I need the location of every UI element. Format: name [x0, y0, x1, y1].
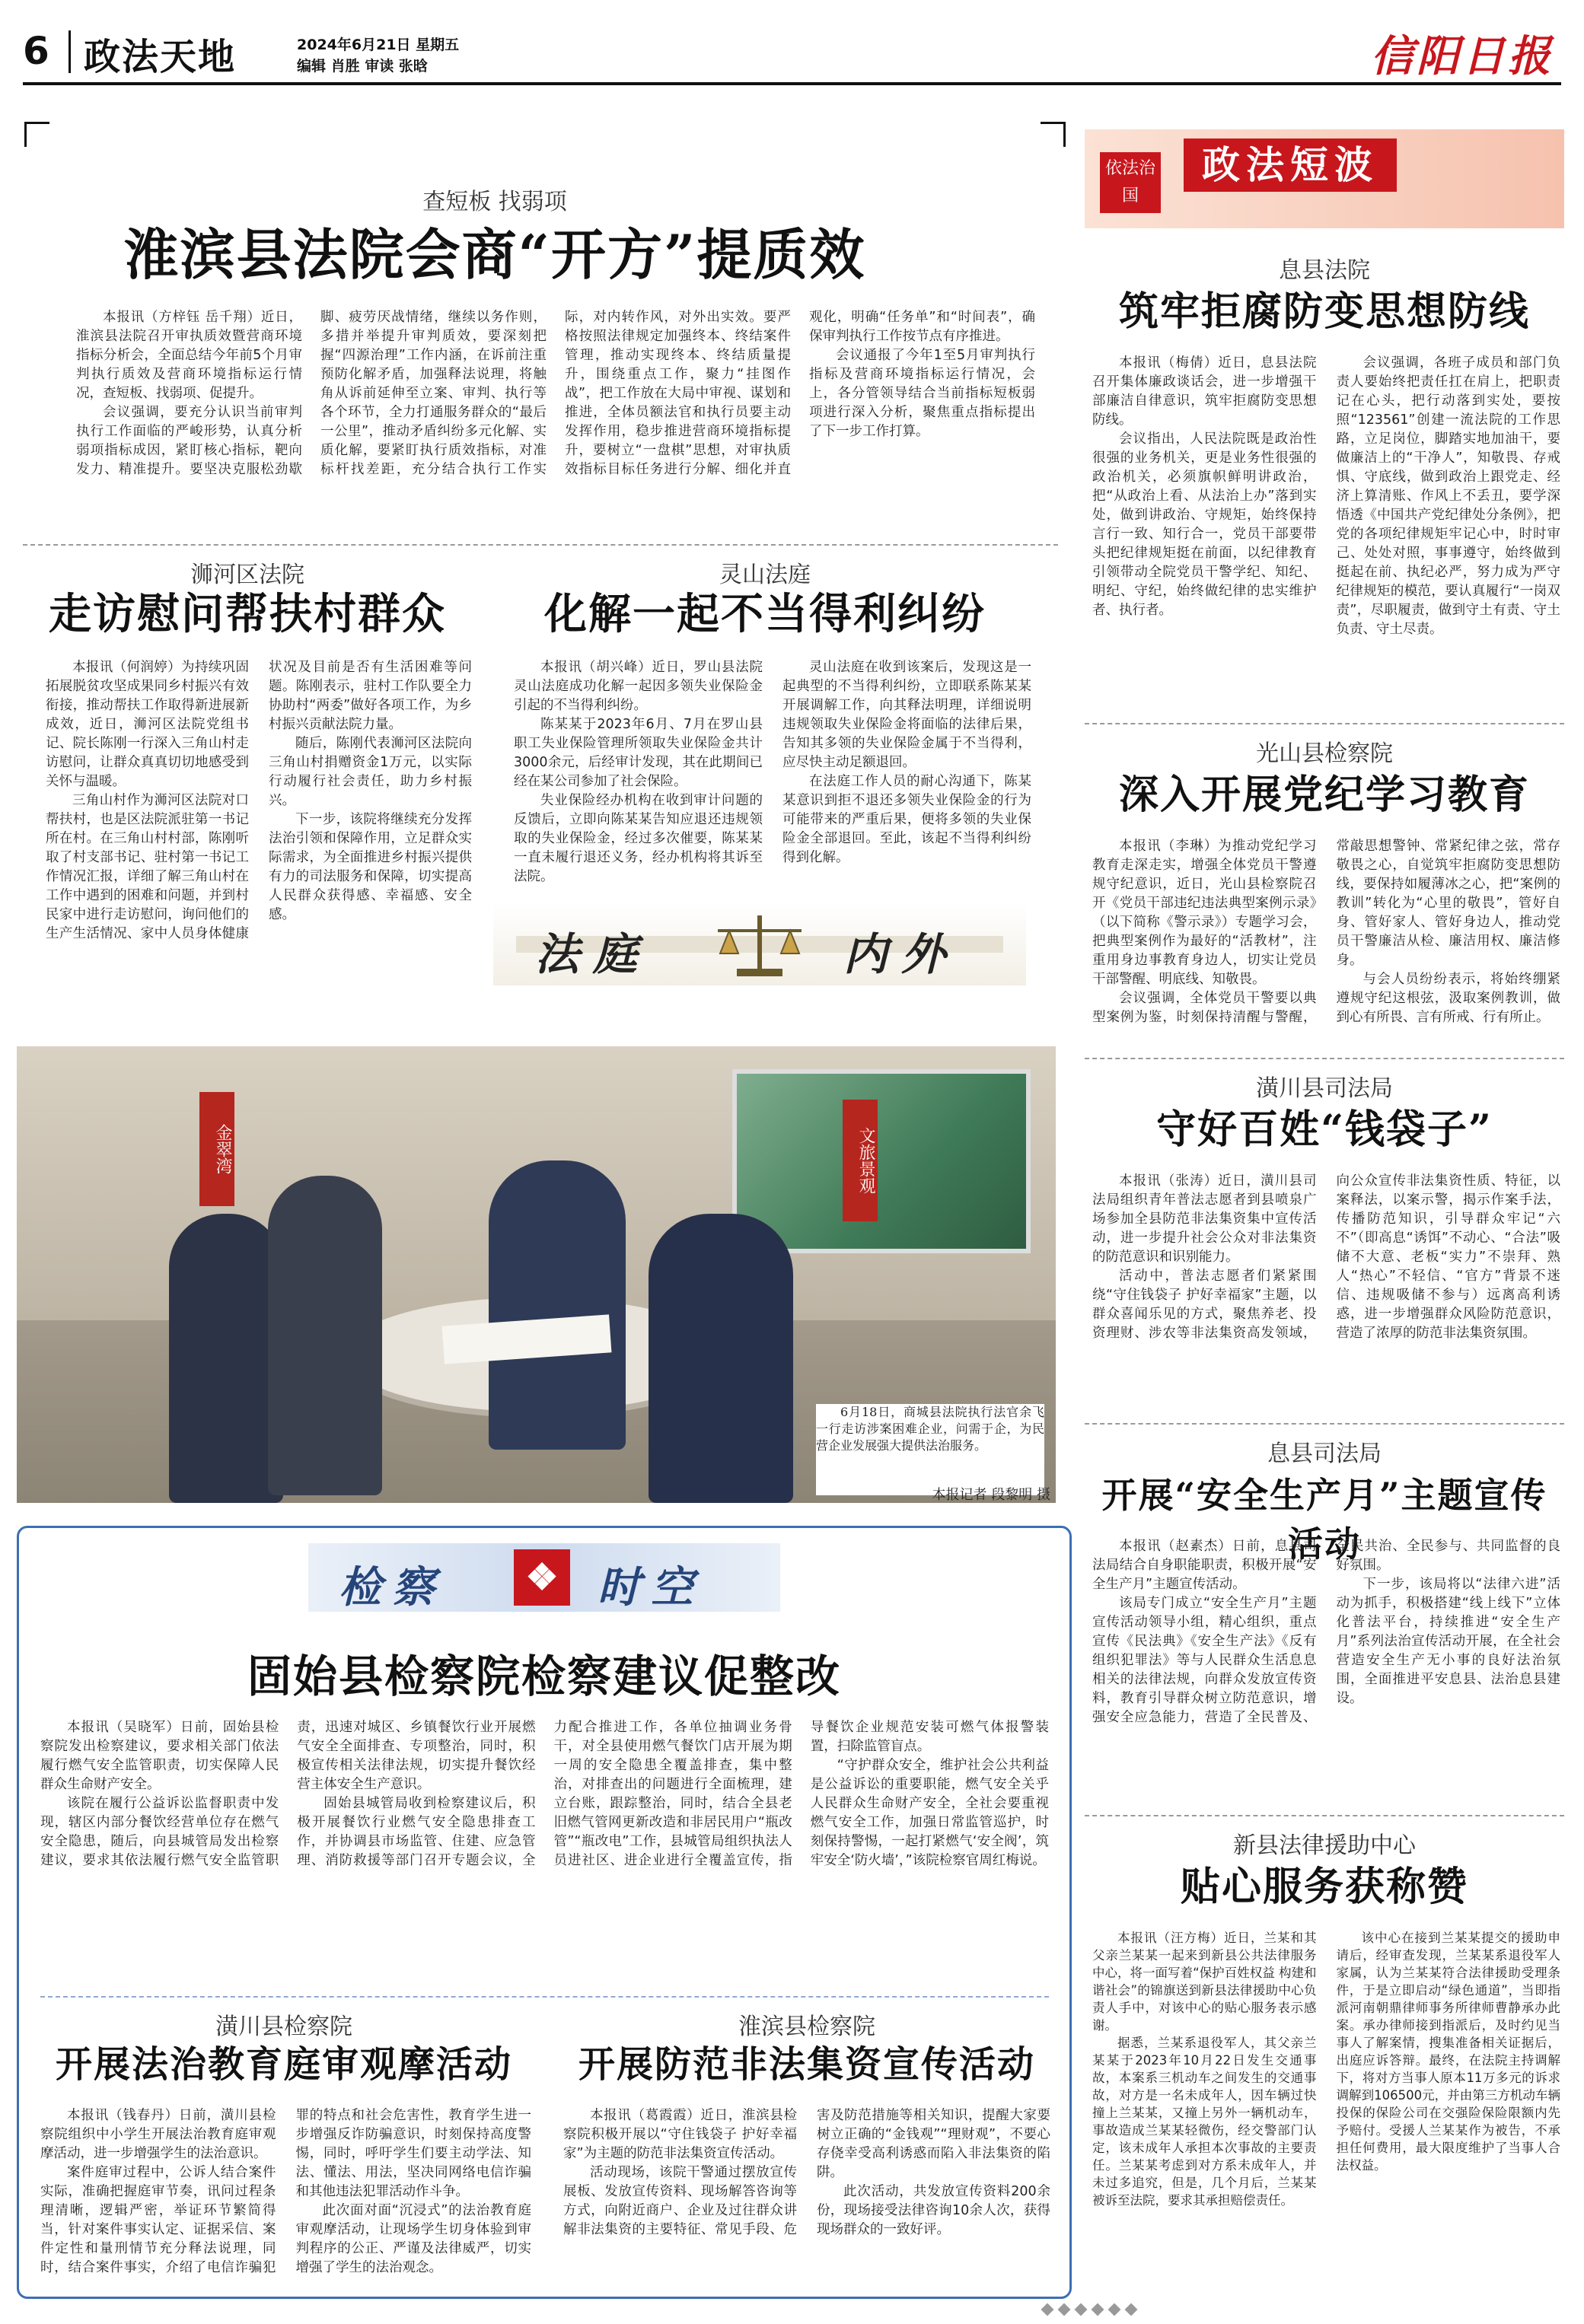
photo-person-2	[268, 1176, 382, 1495]
right-article-paragraph: 与会人员纷纷表示，将始终绷紧遵规守纪这根弦，汲取案例教训，做到心有所畏、言有所戒、行有所止。	[1336, 972, 1560, 1025]
banner-title-box	[1184, 138, 1397, 192]
right-article-kicker: 光山县检察院	[1256, 740, 1393, 767]
right-article-paragraph: 本报讯（赵素杰）日前，息县司法局结合自身职能职责，积极开展“安全生产月”主题宣传活动。	[1092, 1539, 1317, 1592]
huangchuan-kicker: 潢川县检察院	[215, 2014, 352, 2040]
procuratorate-emblem-icon: ❖	[514, 1549, 570, 1606]
diamond-icon	[1075, 2303, 1088, 2316]
lead-paragraph: 本报讯（方梓钰 岳千翔）近日，淮滨县法院召开审执质效暨营商环境指标分析会，全面总结今年前5个月审判执行质效及营商环境指标运行情况，查短板、找弱项、促提升。	[76, 310, 302, 401]
right-article-paragraph: 下一步，该局将以“法律六进”活动为抓手，积极搭建“线上线下”立体化普法平台，持续推进“安全生产月”系列法治宣传活动开展，在全社会营造安全生产无小事的良好法治氛围，全面推进平安息县、法治息县建设。	[1336, 1577, 1560, 1706]
shihe-paragraph: 随后，陈刚代表浉河区法院向三角山村捐赠资金1万元，以实际行动履行社会责任，助力乡村振兴。	[269, 736, 472, 808]
section-title: 政法天地	[84, 36, 237, 78]
right-article-paragraph: 该局专门成立“安全生产月”主题宣传活动领导小组，精心组织，重点宣传《民法典》《安全生产法》《反有组织犯罪法》等与人民群众生活息息相关的法律法规，向群众发放宣传资料，教育引导群众树立防范意识，增强安全应急能力，营造了全民普及、全民共治、全民参与、共同监督的良好氛围。	[1092, 1539, 1560, 1725]
huaibin-article	[556, 2007, 1058, 2289]
right-article-kicker: 息县司法局	[1267, 1441, 1382, 1467]
lingshan-paragraph: 失业保险经办机构在收到审计问题的反馈后，立即向陈某某告知应退还违规领取的失业保险金，经过多次催要，陈某某一直未履行退还义务，经办机构将其诉至法院。	[514, 793, 763, 884]
huaibin-title: 开展防范非法集资宣传活动	[578, 2043, 1035, 2086]
right-article-kicker: 息县法院	[1279, 257, 1370, 284]
photo-caption: 6月18日，商城县法院执行法官余飞一行走访涉案困难企业，问需于企，为民营企业发展强大提供法治服务。	[816, 1405, 1044, 1453]
right-article-body	[1092, 1929, 1560, 2298]
right-article-xixian-justice	[1085, 1434, 1564, 1807]
header-divider	[69, 30, 71, 73]
gushi-paragraph: 该院在履行公益诉讼监督职责中发现，辖区内部分餐饮经营单位存在燃气安全隐患，随后，向县城管局发出检察建议，要求其依法履行燃气安全监管职责，迅速对城区、乡镇餐饮行业开展燃气安全全面排查、专项整治，同时，积极宣传相关法律法规，切实提升餐饮经营主体安全生产意识。	[40, 1720, 536, 1868]
divider-dashed	[1085, 723, 1564, 724]
gushi-paragraph: 本报讯（吴晓军）日前，固始县检察院发出检察建议，要求相关部门依法履行燃气安全监管职责，切实保障人民群众生命财产安全。	[40, 1720, 279, 1792]
right-article-title: 深入开展党纪学习教育	[1118, 772, 1530, 818]
right-article-paragraph: 本报讯（汪方梅）近日，兰某和其父亲兰某某一起来到新县公共法律服务中心，将一面写着“保护百姓权益 构建和谐社会”的锦旗送到新县法律援助中心负责人手中，对该中心的贴心服务表示感谢。	[1092, 1931, 1317, 2033]
right-article-paragraph: 活动中，普法志愿者们紧紧围绕“守住钱袋子 护好幸福家”主题，以群众喜闻乐见的方式，聚焦养老、投资理财、涉农等非法集资高发领域，向公众宣传非法集资性质、特征，以案释法，以案示警，揭示作案手法，传播防范知识，引导群众牢记“六不”（即高息“诱饵”不动心、“合法”吸储不大意、老板“实力”不崇拜、熟人“热心”不轻信、“官方”背景不迷信、违规吸储不参与）远离高利诱惑，进一步增强群众风险防范意识，营造了浓厚的防范非法集资氛围。	[1092, 1173, 1560, 1341]
huangchuan-paragraph: 案件庭审过程中，公诉人结合案件实际，准确把握庭审节奏，讯问过程条理清晰，逻辑严密，举证环节繁简得当，针对案件事实认定、证据采信、案件定性和量刑情节充分释法说理，同时，结合案件事实，介绍了电信诈骗犯罪的特点和社会危害性，教育学生进一步增强反诈防骗意识，时刻保持高度警惕，同时，呼吁学生们要主动学法、知法、懂法、用法，坚决同网络电信诈骗和其他违法犯罪活动作斗争。	[40, 2108, 531, 2275]
shihe-body	[46, 658, 472, 1039]
gushi-title: 固始县检察院检察建议促整改	[247, 1651, 841, 1702]
lingshan-article	[491, 556, 1039, 883]
right-article-paragraph: 本报讯（张涛）近日，潢川县司法局组织青年普法志愿者到县喷泉广场参加全县防范非法集资集中宣传活动，进一步提升社会公众对非法集资的防范意识和识别能力。	[1092, 1173, 1317, 1265]
diamond-icon	[1058, 2303, 1071, 2316]
lead-article	[53, 122, 1043, 548]
scale-of-justice-icon	[714, 908, 805, 980]
lead-title: 淮滨县法院会商“开方”提质效	[123, 222, 866, 287]
photo-display-board	[732, 1069, 1031, 1253]
right-article-kicker: 新县法律援助中心	[1233, 1832, 1416, 1859]
lead-kicker: 查短板 找弱项	[422, 189, 567, 215]
photo-credit: 本报记者 段黎明 摄	[932, 1487, 1050, 1503]
right-article-huangchuan-justice	[1085, 1069, 1564, 1427]
right-article-title: 筑牢拒腐防变思想防线	[1118, 288, 1530, 335]
photo-person-4	[649, 1214, 793, 1503]
shihe-article	[23, 556, 472, 1043]
gushi-paragraph: 固始县城管局收到检察建议后，积极开展餐饮行业燃气安全隐患排查工作，并协调县市场监管、住建、应急管理、消防救援等部门召开专题会议，全力配合推进工作，各单位抽调业务骨干，对全县使用燃气餐饮门店开展为期一周的安全隐患全覆盖排查，集中整治，对排查出的问题进行全面梳理，建立台账，跟踪整治，同时，结合全县老旧燃气管网更新改造和非居民用户“瓶改管”“瓶改电”工作，县城管局组织执法人员进社区、进企业进行全覆盖宣传，指导餐饮企业规范安装可燃气体报警装置，扫除监管盲点。	[297, 1720, 1049, 1868]
right-article-title: 守好百姓“钱袋子”	[1156, 1106, 1493, 1153]
right-article-paragraph: 会议指出，人民法院既是政治性很强的业务机关，更是业务性很强的政治机关，必须旗帜鲜明讲政治，把“从政治上看、从法治上办”落到实处，做到讲政治、守规矩，始终保持言行一致、知行合一，党员干部要带头把纪律规矩挺在前面，以纪律教育引领带动全院党员干警学纪、知纪、明纪、守纪，始终做纪律的忠实维护者、执行者。	[1092, 431, 1317, 618]
right-article-body	[1092, 1537, 1560, 1803]
diamond-icon	[1092, 2303, 1104, 2316]
photo-person-1	[169, 1214, 283, 1503]
huaibin-paragraph: 此次活动，共发放宣传资料200余份，现场接受法律咨询10余人次，获得现场群众的一致好评。	[817, 2184, 1050, 2237]
lead-corner-top-right	[1041, 122, 1066, 147]
lingshan-body	[514, 658, 1031, 890]
huaibin-paragraph: 活动现场，该院干警通过摆放宣传展板、发放宣传资料、现场解答咨询等方式，向附近商户、企业及过往群众讲解非法集资的主要特征、常见手段、危害及防范措施等相关知识，提醒大家要树立正确的“金钱观”“理财观”，不要心存侥幸受高利诱惑而陷入非法集资的陷阱。	[563, 2108, 1050, 2237]
banner-badge: 依法治国	[1100, 152, 1161, 213]
right-article-paragraph: 据悉，兰某系退役军人，其父亲兰某某于2023年10月22日发生交通事故，本案系三机动车之间发生的交通事故，对方是一名未成年人，因车辆过快撞上兰某某，又撞上另外一辆机动车，事故造成兰某某轻微伤，经交警部门认定，该未成年人承担本次事故的主要责任。兰某某考虑到对方系未成年人，并未过多追究，但是，几个月后，兰某某被诉至法院，要求其承担赔偿责任。	[1092, 2036, 1317, 2208]
page-header	[23, 23, 1561, 84]
zhengfa-banner	[1085, 129, 1564, 228]
lead-corner-top-left	[24, 122, 49, 147]
diamond-icon	[1108, 2303, 1121, 2316]
right-article-guangshan	[1085, 734, 1564, 1069]
diamond-icon	[1041, 2303, 1054, 2316]
jiancha-banner	[308, 1543, 780, 1612]
right-article-body	[1092, 1172, 1560, 1423]
page-number: 6	[23, 29, 49, 73]
jiancha-banner-left: 检察	[339, 1562, 445, 1612]
lingshan-kicker: 灵山法庭	[719, 562, 811, 588]
lead-paragraph: 会议强调，要充分认识当前审判执行工作面临的严峻形势，认真分析弱项指标成因，紧盯核心指标，靶向发力、精准提升。要坚决克服松劲歇脚、疲劳厌战情绪，继续以务作则，多措并举提升审判质效，要深刻把握“四源治理”工作内涵，在诉前注重预防化解矛盾，加强释法说理，将触角从诉前延伸至立案、审判、执行等各个环节，全力打通服务群众的“最后一公里”，推动矛盾纠纷多元化解、实质化解，要紧盯执行质效指标，对准标杆找差距，充分结合执行工作实际，对内转作风，对外出实效。要严格按照法律规定加强终本、终结案件管理，推动实现终本、终结质量提升，围绕重点工作，聚力“挂图作战”，把工作放在大局中审视、谋划和推进，全体员额法官和执行员要主动发挥作用，稳步推进营商环境指标提升，要树立“一盘棋”思想，对审执质效指标目标任务进行分解、细化并直观化，明确“任务单”和“时间表”，确保审判执行工作按节点有序推进。	[76, 310, 1035, 477]
divider-dashed	[23, 544, 1058, 546]
banner-right-text: 内外	[843, 928, 960, 980]
header-rule	[23, 82, 1561, 85]
gushi-paragraph: “守护群众安全，维护社会公共利益是公益诉讼的重要职能，燃气安全关乎人民群众生命财产安全，全社会要重视燃气安全工作，加强日常监管巡护，时刻保持警惕，一起打紧燃气‘安全阀’，筑牢安全‘防火墙’，”该院检察官周红梅说。	[810, 1758, 1049, 1868]
lingshan-paragraph: 在法庭工作人员的耐心沟通下，陈某某意识到拒不退还多领失业保险金的行为可能带来的严重后果，便将多领的失业保险金全部退回。至此，该起不当得利纠纷得到化解。	[782, 774, 1031, 865]
masthead-logo: 信阳日报	[1371, 31, 1554, 81]
lead-body	[76, 308, 1035, 544]
divider-dashed	[1085, 1058, 1564, 1059]
divider-dashed	[40, 1996, 1049, 1998]
right-article-title: 开展“安全生产月”主题宣传活动	[1101, 1475, 1547, 1565]
shihe-title: 走访慰问帮扶村群众	[49, 589, 446, 639]
lingshan-paragraph: 灵山法庭在收到该案后，发现这是一起典型的不当得利纠纷，立即联系陈某某开展调解工作，向其释法明理，详细说明违规领取失业保险金将面临的法律后果，告知其多领的失业保险金属于不当得利，应尽快主动足额退回。	[782, 660, 1031, 770]
date-line: 2024年6月21日 星期五	[297, 37, 460, 53]
right-article-body	[1092, 354, 1560, 689]
right-article-paragraph: 该中心在接到兰某某提交的援助申请后，经审查发现，兰某某系退役军人家属，认为兰某某符合法律援助受理条件，于是立即启动“绿色通道”，当即指派河南朝鼎律师事务所律师曹静承办此案。承办律师接到指派后，及时约见当事人了解案情，搜集准备相关证据后，出庭应诉答辩。最终，在法院主持调解下，将对方当事人原本11万多元的诉求调解到106500元，并由第三方机动车辆投保的保险公司在交强险保险限额内先予赔付。受援人兰某某作为被告，不承担任何费用，最大限度维护了当事人合法权益。	[1336, 1931, 1560, 2173]
photo-red-sign-left: 金翠湾	[199, 1092, 234, 1206]
huangchuan-article	[33, 2007, 535, 2289]
photo-caption-box	[816, 1404, 1044, 1495]
huangchuan-paragraph: 此次面对面“沉浸式”的法治教育庭审观摩活动，让现场学生切身体验到审判程序的公正、严谨及法律威严，切实增强了学生的法治观念。	[295, 2203, 531, 2275]
right-article-xixian-court	[1085, 251, 1564, 692]
photo-red-sign-right: 文旅景观	[843, 1100, 878, 1221]
editor-line: 编辑 肖胜 审读 张晗	[297, 58, 428, 75]
huaibin-paragraph: 本报讯（葛霞霞）近日，淮滨县检察院积极开展以“守住钱袋子 护好幸福家”为主题的防范非法集资宣传活动。	[563, 2108, 797, 2161]
footer-ornament	[1043, 2302, 1560, 2317]
divider-dashed	[1085, 1423, 1564, 1425]
shihe-kicker: 浉河区法院	[190, 562, 304, 588]
right-article-body	[1092, 837, 1560, 1065]
right-article-xinxian-legal-aid	[1085, 1826, 1564, 2306]
huangchuan-paragraph: 本报讯（钱春丹）日前，潢川县检察院组织中小学生开展法治教育庭审观摩活动，进一步增强学生的法治意识。	[40, 2108, 276, 2161]
shihe-paragraph: 三角山村作为浉河区法院对口帮扶村，也是区法院派驻第一书记所在村。在三角山村村部，陈刚听取了村支部书记、驻村第一书记工作情况汇报，详细了解三角山村在工作中遇到的困难和问题，并到村民家中进行走访慰问，询问他们的生产生活情况、家中人员身体健康状况及目前是否有生活困难等问题。陈刚表示，驻村工作队要全力协助村“两委”做好各项工作，为乡村振兴贡献法院力量。	[46, 660, 472, 941]
huaibin-body	[563, 2106, 1050, 2285]
right-article-paragraph: 本报讯（李琳）为推动党纪学习教育走深走实，增强全体党员干警遵规守纪意识，近日，光山县检察院召开《党员干部违纪违法典型案例示录》（以下简称《警示录》）专题学习会，把典型案例作为最好的“活教材”，注重用身边事教育身边人，切实让党员干部警醒、明底线、知敬畏。	[1092, 839, 1317, 987]
lingshan-title: 化解一起不当得利纠纷	[544, 589, 986, 639]
jiancha-box	[17, 1526, 1072, 2299]
huangchuan-title: 开展法治教育庭审观摩活动	[55, 2043, 512, 2086]
lingshan-paragraph: 陈某某于2023年6月、7月在罗山县职工失业保险管理所领取失业保险金共计3000余元，后经审计发现，其在此期间已经在某公司参加了社会保险。	[514, 717, 763, 789]
huangchuan-body	[40, 2106, 531, 2285]
right-article-paragraph: 会议强调，全体党员干警要以典型案例为鉴，时刻保持清醒与警醒，常敲思想警钟、常紧纪律之弦，常存敬畏之心，自觉筑牢拒腐防变思想防线，要保持如履薄冰之心，把“案例的教训”转化为“心里的敬畏”，管好自身、管好家人、管好身边人，推动党员干警廉洁从检、廉洁用权、廉洁修身。	[1092, 839, 1560, 1025]
news-photo	[17, 1046, 1056, 1503]
jiancha-banner-right: 时空	[598, 1562, 704, 1612]
right-article-paragraph: 本报讯（梅倩）近日，息县法院召开集体廉政谈话会，进一步增强干部廉洁自律意识，筑牢拒腐防变思想防线。	[1092, 355, 1317, 428]
photo-person-3	[489, 1160, 626, 1450]
right-article-title: 贴心服务获称赞	[1180, 1864, 1468, 1910]
banner-left-text: 法庭	[535, 928, 652, 980]
fating-neiwai-banner	[493, 902, 1026, 985]
shihe-paragraph: 本报讯（何润婷）为持续巩固拓展脱贫攻坚成果同乡村振兴有效衔接，推动帮扶工作取得新进展新成效，近日，浉河区法院党组书记、院长陈刚一行深入三角山村走访慰问，让群众真真切切地感受到关怀与温暖。	[46, 660, 249, 789]
gushi-body	[40, 1718, 1049, 1985]
zhengfa-banner-title: 政法短波	[1202, 142, 1378, 187]
diamond-icon	[1125, 2303, 1138, 2316]
shihe-paragraph: 下一步，该院将继续充分发挥法治引领和保障作用，立足群众实际需求，为全面推进乡村振兴提供有力的司法服务和保障，切实提高人民群众获得感、幸福感、安全感。	[269, 812, 472, 922]
huaibin-kicker: 淮滨县检察院	[738, 2014, 875, 2040]
right-article-kicker: 潢川县司法局	[1256, 1075, 1393, 1102]
divider-dashed	[1085, 1815, 1564, 1816]
right-article-paragraph: 会议强调，各班子成员和部门负责人要始终把责任扛在肩上，把职责记在心头，把行动落到实处，要按照“123561”创建一流法院的工作思路，立足岗位，脚踏实地加油干，要做廉洁上的“干净人”，知敬畏、存戒惧、守底线，做到政治上跟党走、经济上算清账、作风上不丢丑，要学深悟透《中国共产党纪律处分条例》，把党的各项纪律规矩牢记心中，时时审己、处处对照，事事遵守，始终做到挺起在前、执纪必严，努力成为严守纪律规矩的模范，要认真履行“一岗双责”，尽职履责，做到守土有责、守土负责、守土尽责。	[1336, 355, 1560, 637]
lead-paragraph: 会议通报了今年1至5月审判执行指标及营商环境指标运行情况，会上，各分管领导结合当前指标短板弱项进行深入分析，聚焦重点指标提出了下一步工作打算。	[809, 348, 1035, 439]
lingshan-paragraph: 本报讯（胡兴峰）近日，罗山县法院灵山法庭成功化解一起因多领失业保险金引起的不当得利纠纷。	[514, 660, 763, 713]
